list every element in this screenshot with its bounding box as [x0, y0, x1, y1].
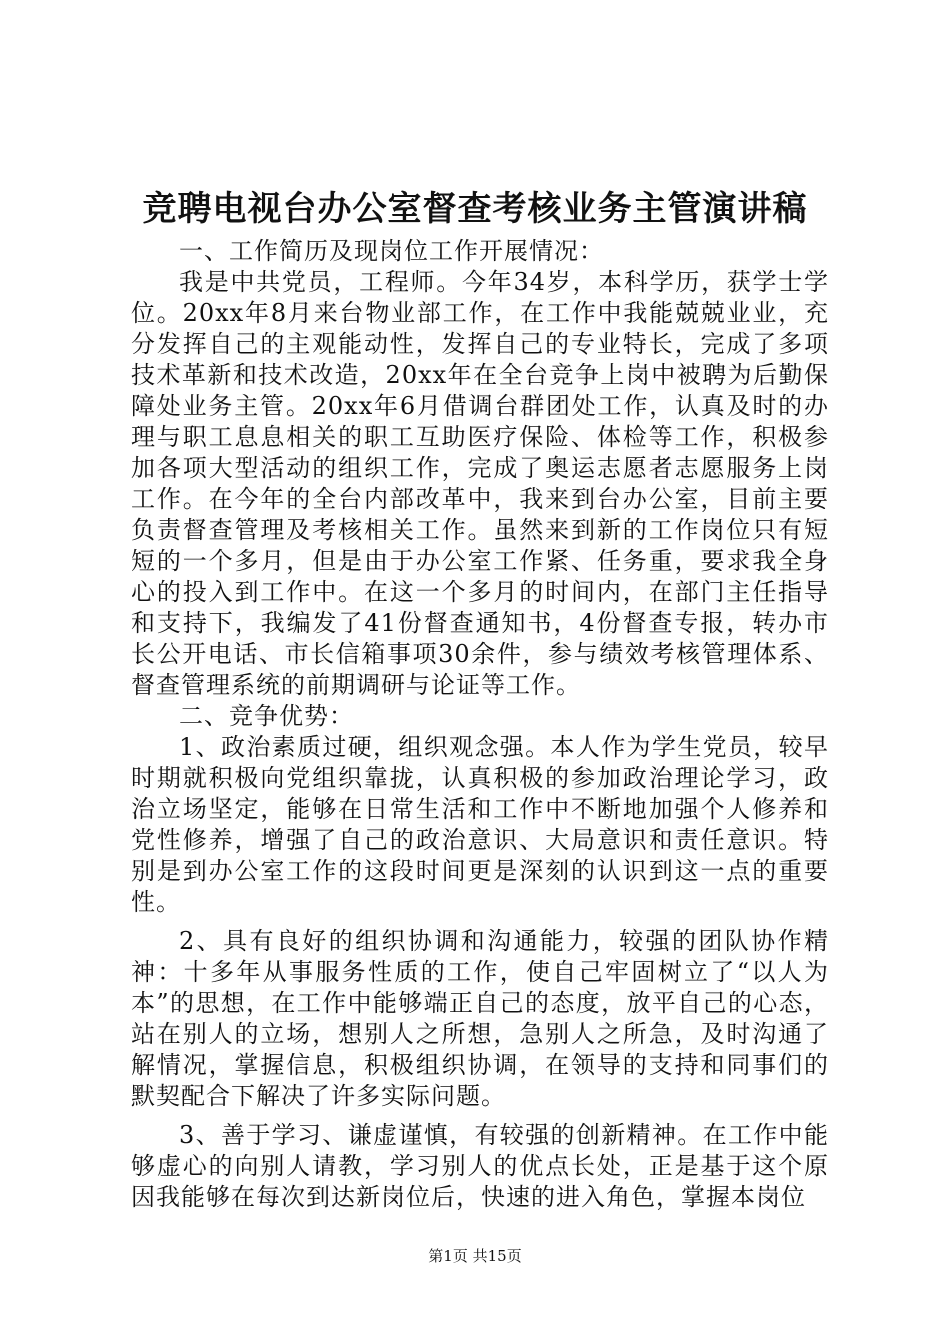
section-heading-2: 二、竞争优势：	[179, 702, 354, 730]
page-footer: 第1页 共15页	[428, 1247, 522, 1265]
document-title: 竞聘电视台办公室督查考核业务主管演讲稿	[142, 189, 808, 229]
body-paragraph: 2、具有良好的组织协调和沟通能力，较强的团队协作精神：十多年从事服务性质的工作，使自己牢固树立了“以人为本”的思想，在工作中能够端正自己的态度，放平自己的心态，站在别人的立场，想别人之所想，急别人之所急，及时沟通了解情况，掌握信息，积极组织协调，在领导的支持和同事们的默契配合下解决了许多实际问题。	[131, 927, 829, 1110]
body-paragraph: 1、政治素质过硬，组织观念强。本人作为学生党员，较早时期就积极向党组织靠拢，认真积极的参加政治理论学习，政治立场坚定，能够在日常生活和工作中不断地加强个人修养和党性修养，增强了自己的政治意识、大局意识和责任意识。特别是到办公室工作的这段时间更是深刻的认识到这一点的重要性。	[131, 733, 829, 916]
body-paragraph: 我是中共党员，工程师。今年34岁，本科学历，获学士学位。20xx年8月来台物业部工作，在工作中我能兢兢业业，充分发挥自己的主观能动性，发挥自己的专业特长，完成了多项技术革新和技术改造，20xx年在全台竞争上岗中被聘为后勤保障处业务主管。20xx年6月借调台群团处工作，认真及时的办理与职工息息相关的职工互助医疗保险、体检等工作，积极参加各项大型活动的组织工作，完成了奥运志愿者志愿服务上岗工作。在今年的全台内部改革中，我来到台办公室，目前主要负责督查管理及考核相关工作。虽然来到新的工作岗位只有短短的一个多月，但是由于办公室工作紧、任务重，要求我全身心的投入到工作中。在这一个多月的时间内，在部门主任指导和支持下，我编发了41份督查通知书，4份督查专报，转办市长公开电话、市长信箱事项30余件，参与绩效考核管理体系、督查管理系统的前期调研与论证等工作。	[131, 268, 829, 699]
body-paragraph: 3、善于学习、谦虚谨慎，有较强的创新精神。在工作中能够虚心的向别人请教，学习别人的优点长处，正是基于这个原因我能够在每次到达新岗位后，快速的进入角色，掌握本岗位	[131, 1121, 829, 1211]
section-heading-1: 一、工作简历及现岗位工作开展情况：	[179, 237, 604, 265]
document-body	[131, 236, 829, 1213]
